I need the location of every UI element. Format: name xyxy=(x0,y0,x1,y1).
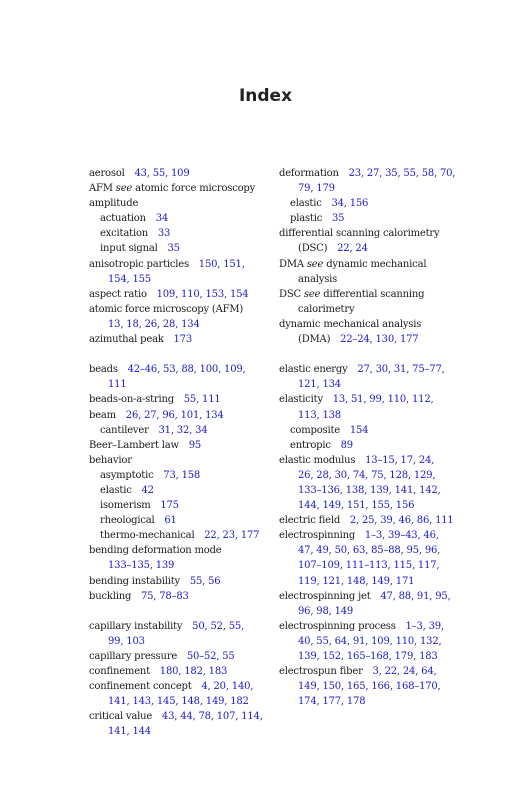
page-numbers[interactable]: 3, 22, 24, 64, xyxy=(372,666,437,678)
page-numbers[interactable]: 121, 134 xyxy=(298,379,341,391)
index-entry xyxy=(279,528,469,543)
page-numbers[interactable]: 55, 111 xyxy=(183,394,221,406)
index-entry xyxy=(279,453,469,468)
index-term: DMA xyxy=(279,258,307,270)
index-entry xyxy=(279,574,469,589)
index-entry xyxy=(279,438,469,453)
page-numbers[interactable]: 34, 156 xyxy=(331,198,369,210)
page-numbers[interactable]: 4, 20, 140, xyxy=(201,681,254,693)
see-reference: see xyxy=(306,258,324,270)
index-term: rheological xyxy=(100,515,155,527)
index-entry xyxy=(89,694,269,709)
page-numbers[interactable]: 149, 150, 165, 166, 168–170, xyxy=(298,681,441,693)
index-entry xyxy=(89,211,269,226)
index-term: Beer–Lambert law xyxy=(89,439,179,451)
index-entry xyxy=(89,362,269,377)
page-numbers[interactable]: 175 xyxy=(160,500,179,512)
page-numbers[interactable]: 154, 155 xyxy=(108,273,151,285)
page-numbers[interactable]: 27, 30, 31, 75–77, xyxy=(357,364,445,376)
page-numbers[interactable]: 35 xyxy=(331,213,345,225)
index-entry xyxy=(89,724,269,739)
index-entry xyxy=(279,241,469,256)
page-numbers[interactable]: 96, 98, 149 xyxy=(298,605,354,617)
index-entry xyxy=(279,317,469,332)
index-entry xyxy=(89,181,269,196)
index-term: electrospun fiber xyxy=(279,666,363,678)
index-term: (DMA) xyxy=(298,334,331,346)
index-term: electrospinning jet xyxy=(279,590,371,602)
index-term: plastic xyxy=(290,213,323,225)
index-term: beam xyxy=(89,409,116,421)
index-term: thermo-mechanical xyxy=(100,530,195,542)
index-entry xyxy=(89,453,269,468)
index-term: entropic xyxy=(290,439,331,451)
index-term: beads-on-a-string xyxy=(89,394,174,406)
index-term: cantilever xyxy=(100,424,149,436)
index-entry xyxy=(89,498,269,513)
index-entry xyxy=(89,468,269,483)
index-term: elasticity xyxy=(279,394,323,406)
index-entry xyxy=(89,574,269,589)
index-entry xyxy=(89,196,269,211)
index-column-right xyxy=(279,166,469,709)
page-numbers[interactable]: 47, 49, 50, 63, 85–88, 95, 96, xyxy=(298,545,441,557)
index-entry xyxy=(279,226,469,241)
index-term: confinement concept xyxy=(89,681,192,693)
page-numbers[interactable]: 141, 143, 145, 148, 149, 182 xyxy=(108,696,249,708)
index-entry xyxy=(279,634,469,649)
index-entry xyxy=(89,302,269,317)
page-numbers[interactable]: 26, 28, 30, 74, 75, 128, 129, xyxy=(298,469,436,481)
page-numbers[interactable]: 43, 55, 109 xyxy=(134,168,190,179)
page-numbers[interactable]: 1–3, 39, xyxy=(405,620,444,632)
page-numbers[interactable]: 174, 177, 178 xyxy=(298,696,366,708)
index-entry xyxy=(279,272,469,287)
page-numbers[interactable]: 35 xyxy=(167,243,180,255)
index-entry xyxy=(89,543,269,558)
index-term: confinement xyxy=(89,666,150,678)
index-entry xyxy=(89,377,269,392)
page-numbers[interactable]: 154 xyxy=(349,424,369,436)
page-numbers[interactable]: 13, 51, 99, 110, 112, xyxy=(332,394,434,406)
index-entry xyxy=(89,226,269,241)
index-column-left xyxy=(89,166,269,740)
index-term: behavior xyxy=(89,454,132,466)
index-entry xyxy=(279,408,469,423)
index-entry xyxy=(279,332,469,347)
index-entry xyxy=(89,649,269,664)
page-numbers[interactable]: 22–24, 130, 177 xyxy=(340,334,419,346)
page-numbers[interactable]: 42 xyxy=(141,484,154,496)
index-term: elastic xyxy=(290,198,322,210)
index-entry xyxy=(89,679,269,694)
index-term: bending instability xyxy=(89,575,180,587)
index-entry xyxy=(89,257,269,272)
index-entry xyxy=(279,694,469,709)
index-term: aerosol xyxy=(89,168,125,179)
section-gap xyxy=(89,604,269,619)
page-numbers[interactable]: 133–135, 139 xyxy=(108,560,175,572)
index-term: DSC xyxy=(279,288,304,300)
index-entry xyxy=(279,287,469,302)
page-numbers[interactable]: 133–136, 138, 139, 141, 142, xyxy=(298,484,441,496)
page-title: Index xyxy=(238,86,293,106)
index-entry xyxy=(89,709,269,724)
index-entry xyxy=(89,438,269,453)
index-term: elastic xyxy=(100,484,132,496)
see-reference: see xyxy=(303,288,321,300)
index-entry xyxy=(279,302,469,317)
page-numbers[interactable]: 144, 149, 151, 155, 156 xyxy=(298,500,415,512)
index-entry xyxy=(89,664,269,679)
index-entry xyxy=(279,558,469,573)
index-term: isomerism xyxy=(100,500,151,512)
index-entry xyxy=(89,513,269,528)
page-numbers[interactable]: 26, 27, 96, 101, 134 xyxy=(125,409,224,421)
page-numbers[interactable]: 79, 179 xyxy=(298,183,335,195)
index-term: capillary pressure xyxy=(89,651,178,662)
index-term: differential scanning calorimetry xyxy=(279,228,440,240)
index-term: aspect ratio xyxy=(89,288,147,300)
index-term: bending deformation mode xyxy=(89,545,222,557)
page-numbers[interactable]: 61 xyxy=(164,515,177,527)
page-numbers[interactable]: 141, 144 xyxy=(108,726,151,738)
index-term: elastic energy xyxy=(279,364,348,376)
page-numbers[interactable]: 180, 182, 183 xyxy=(159,666,228,678)
page-numbers[interactable]: 89 xyxy=(340,439,353,451)
index-entry xyxy=(279,649,469,664)
index-entry xyxy=(279,196,469,211)
index-entry xyxy=(279,619,469,634)
see-target: dynamic mechanical xyxy=(323,258,427,270)
index-term: asymptotic xyxy=(100,469,154,481)
page-numbers[interactable]: 2, 25, 39, 46, 86, 111 xyxy=(349,515,454,527)
index-entry xyxy=(279,362,469,377)
page-numbers[interactable]: 43, 44, 78, 107, 114, xyxy=(161,711,263,723)
index-term: capillary instability xyxy=(89,620,183,632)
page-numbers[interactable]: 107–109, 111–113, 115, 117, xyxy=(298,560,440,572)
index-entry xyxy=(279,468,469,483)
index-term: beads xyxy=(89,364,118,376)
index-entry xyxy=(89,317,269,332)
index-entry xyxy=(279,166,469,181)
page-numbers[interactable]: 119, 121, 148, 149, 171 xyxy=(298,575,415,587)
index-entry xyxy=(279,543,469,558)
index-entry xyxy=(279,513,469,528)
index-term: critical value xyxy=(89,711,153,723)
index-entry xyxy=(279,392,469,407)
index-entry xyxy=(279,257,469,272)
index-term: calorimetry xyxy=(298,303,355,315)
page-numbers[interactable]: 150, 151, xyxy=(198,258,245,270)
index-entry xyxy=(89,392,269,407)
page-numbers[interactable]: 33 xyxy=(157,228,171,240)
index-entry xyxy=(279,423,469,438)
index-term: elastic modulus xyxy=(279,454,356,466)
index-term: composite xyxy=(290,424,340,436)
index-entry xyxy=(279,589,469,604)
page-numbers[interactable]: 173 xyxy=(173,334,193,346)
page-numbers[interactable]: 75, 78–83 xyxy=(140,590,189,602)
index-entry xyxy=(89,287,269,302)
index-term: analysis xyxy=(298,273,338,285)
index-entry xyxy=(89,272,269,287)
page-numbers[interactable]: 99, 103 xyxy=(108,635,145,647)
page-numbers[interactable]: 95 xyxy=(188,439,202,451)
page-numbers[interactable]: 1–3, 39–43, 46, xyxy=(364,530,439,542)
index-term: actuation xyxy=(100,213,146,225)
index-entry xyxy=(279,377,469,392)
page-numbers[interactable]: 13, 18, 26, 28, 134 xyxy=(108,318,200,330)
page-numbers[interactable]: 34 xyxy=(155,213,169,225)
page-numbers[interactable]: 111 xyxy=(108,379,127,391)
index-term: buckling xyxy=(89,590,132,602)
index-entry xyxy=(89,408,269,423)
index-term: excitation xyxy=(100,228,149,240)
page-numbers[interactable]: 109, 110, 153, 154 xyxy=(156,288,249,300)
see-target: atomic force microscopy xyxy=(132,183,256,195)
page-numbers[interactable]: 42–46, 53, 88, 100, 109, xyxy=(127,364,246,376)
page-numbers[interactable]: 13–15, 17, 24, xyxy=(365,454,435,466)
section-gap xyxy=(89,347,269,362)
index-term: deformation xyxy=(279,168,339,179)
index-entry xyxy=(279,483,469,498)
page-numbers[interactable]: 113, 138 xyxy=(298,409,341,421)
page-numbers[interactable]: 47, 88, 91, 95, xyxy=(380,590,451,602)
index-entry xyxy=(279,664,469,679)
index-entry xyxy=(89,634,269,649)
index-entry xyxy=(89,166,269,181)
index-term: atomic force microscopy (AFM) xyxy=(89,303,244,315)
index-entry xyxy=(89,528,269,543)
page-numbers[interactable]: 22, 24 xyxy=(337,243,368,255)
index-entry xyxy=(89,619,269,634)
index-term: electrospinning xyxy=(279,530,356,542)
section-gap xyxy=(279,347,469,362)
index-entry xyxy=(279,604,469,619)
see-target: differential scanning xyxy=(320,288,425,300)
index-term: azimuthal peak xyxy=(89,334,164,346)
index-term: dynamic mechanical analysis xyxy=(279,318,422,330)
index-entry xyxy=(279,498,469,513)
page-numbers[interactable]: 23, 27, 35, 55, 58, 70, xyxy=(348,168,456,179)
index-term: (DSC) xyxy=(298,243,328,255)
page-numbers[interactable]: 31, 32, 34 xyxy=(158,424,208,436)
index-term: electric field xyxy=(279,515,341,527)
index-term: input signal xyxy=(100,243,158,255)
index-entry xyxy=(89,483,269,498)
page-numbers[interactable]: 22, 23, 177 xyxy=(204,530,260,542)
index-term: amplitude xyxy=(89,198,139,210)
page-numbers[interactable]: 50, 52, 55, xyxy=(192,620,245,632)
index-entry xyxy=(89,241,269,256)
index-entry xyxy=(89,423,269,438)
page-numbers[interactable]: 139, 152, 165–168, 179, 183 xyxy=(298,651,438,662)
page-numbers[interactable]: 55, 56 xyxy=(189,575,221,587)
page-numbers[interactable]: 50–52, 55 xyxy=(186,651,235,662)
index-entry xyxy=(89,589,269,604)
index-term: electrospinning process xyxy=(279,620,396,632)
index-term: AFM xyxy=(89,183,116,195)
index-entry xyxy=(279,181,469,196)
index-entry xyxy=(89,332,269,347)
page-numbers[interactable]: 40, 55, 64, 91, 109, 110, 132, xyxy=(298,635,442,647)
index-term: anisotropic particles xyxy=(89,258,189,270)
index-entry xyxy=(89,558,269,573)
see-reference: see xyxy=(115,183,133,195)
index-entry xyxy=(279,679,469,694)
index-entry xyxy=(279,211,469,226)
page-numbers[interactable]: 73, 158 xyxy=(163,469,201,481)
